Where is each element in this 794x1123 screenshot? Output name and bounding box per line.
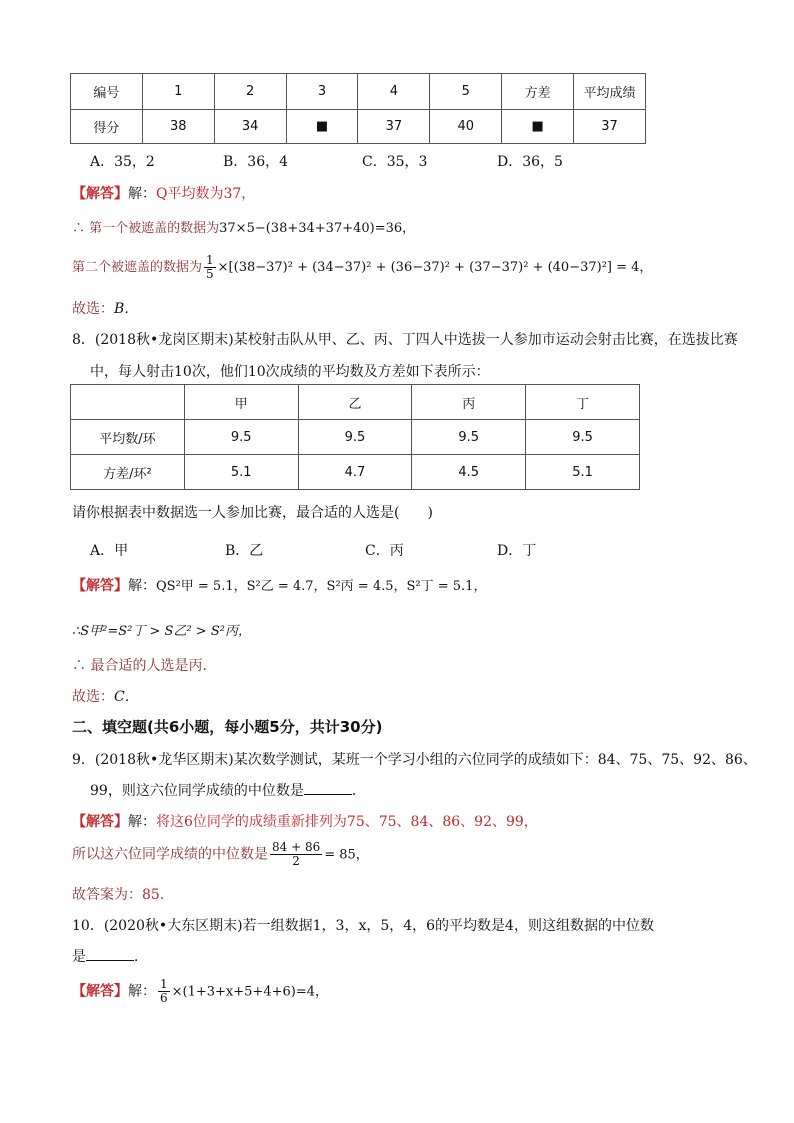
q8-answer-line2: ∴S甲²=S²丁 > S乙² > S²丙， — [72, 624, 251, 639]
choice-value: B． — [114, 301, 139, 317]
q7-option-c: C．35，3 — [362, 154, 428, 170]
fraction — [270, 841, 322, 868]
q7-answer-line2 — [72, 217, 415, 236]
q8-choice-line — [72, 686, 139, 706]
frac-num: 84 + 86 — [272, 840, 321, 854]
shooting-table — [70, 384, 640, 490]
frac-num: 1 — [206, 253, 214, 267]
q10-stem-line1: 10．(2020秋•大东区期末)若一组数据1，3，x，5，4，6的平均数是4，则这组数据的中位数 — [72, 918, 654, 934]
table1-header-cell: 平均成绩 — [574, 74, 646, 110]
q8-option-b: B．乙 — [225, 543, 264, 559]
table2-cell: 4.5 — [412, 455, 526, 490]
answer-tag: 【解答】 — [72, 983, 128, 1000]
q7-choice-line — [72, 298, 138, 318]
table2-cell: 5.1 — [526, 455, 640, 490]
q9-stem-text: 99，则这六位同学成绩的中位数是 — [90, 783, 304, 799]
q7-line3-prefix: 第二个被遮盖的数据为 — [72, 260, 203, 275]
table1-header-cell: 方差 — [502, 74, 574, 110]
score-table — [70, 73, 646, 144]
table1-cell: 40 — [430, 110, 502, 144]
table1-cell: 37 — [574, 110, 646, 144]
table2-cell: 方差/环² — [71, 455, 185, 490]
answer-label: 故答案为： — [72, 887, 142, 903]
q9-line2-suffix: = 85， — [324, 847, 369, 863]
table1-header-cell: 1 — [142, 74, 214, 110]
table1-cell: 38 — [142, 110, 214, 144]
q8-stem-line1: 8．(2018秋•龙岗区期末)某校射击队从甲、乙、丙、丁四人中选拔一人参加市运动会射击比赛，在选拔比赛 — [72, 332, 738, 348]
q8-answer-line1 — [72, 575, 486, 595]
q10-answer-line1 — [72, 978, 328, 1005]
q8-option-c: C．丙 — [365, 543, 404, 559]
answer-jie: 解： — [128, 578, 156, 594]
table1-header-cell: 4 — [358, 74, 430, 110]
table2-cell: 4.7 — [298, 455, 412, 490]
table2-cell: 平均数/环 — [71, 420, 185, 455]
q9-answer-line3 — [72, 884, 174, 904]
q8-answer-text1: QS²甲 = 5.1，S²乙 = 4.7，S²丙 = 4.5，S²丁 = 5.1， — [156, 579, 487, 594]
q7-answer-line1 — [72, 183, 255, 203]
q9-answer-text1: 将这6位同学的成绩重新排列为75、75、84、86、92、99， — [156, 814, 538, 830]
table1-header-cell: 编号 — [71, 74, 143, 110]
q8-stem-line2: 中，每人射击10次，他们10次成绩的平均数及方差如下表所示： — [90, 364, 490, 380]
q8-question: 请你根据表中数据选一人参加比赛，最合适的人选是( ) — [72, 505, 433, 521]
q9-answer-line2 — [72, 841, 369, 868]
q9-answer-line1 — [72, 811, 538, 831]
q7-line3-expr: ×[(38−37)² + (34−37)² + (36−37)² + (37−37)² + (40−37)²] = 4， — [217, 260, 653, 275]
answer-tag: 【解答】 — [72, 186, 128, 202]
q10-answer-expr: ×(1+3+x+5+4+6)=4， — [171, 984, 328, 1000]
q8-option-d: D．丁 — [497, 543, 537, 559]
frac-den: 2 — [292, 854, 300, 868]
choice-label: 故选： — [72, 301, 114, 317]
table2-header-cell: 乙 — [298, 385, 412, 420]
frac-den: 6 — [160, 991, 168, 1005]
section-title: 二、填空题(共6小题，每小题5分，共计30分) — [72, 718, 383, 736]
answer-jie: 解： — [128, 186, 156, 202]
answer-tag: 【解答】 — [72, 814, 128, 830]
q10-stem-end: ． — [134, 949, 148, 965]
q10-stem-line2 — [72, 946, 148, 966]
q9-line2-prefix: 所以这六位同学成绩的中位数是 — [72, 846, 268, 863]
table2-header-cell: 丙 — [412, 385, 526, 420]
q10-stem-text: 是 — [72, 949, 86, 965]
table2-cell: 9.5 — [412, 420, 526, 455]
answer-value: 85． — [142, 887, 174, 903]
q7-line2-expr: 37×5−(38+34+37+40)=36， — [219, 221, 416, 236]
q7-option-d: D．36，5 — [497, 154, 563, 170]
table1-cell: ■ — [502, 110, 574, 144]
table2-cell: 5.1 — [184, 455, 298, 490]
q7-option-a: A．35，2 — [90, 154, 155, 170]
q7-option-b: B．36，4 — [223, 154, 289, 170]
table2-cell: 9.5 — [298, 420, 412, 455]
frac-den: 5 — [206, 267, 214, 281]
table1-cell: 37 — [358, 110, 430, 144]
q7-answer-line3 — [72, 254, 652, 281]
table1-header-cell: 5 — [430, 74, 502, 110]
q8-answer-line3: ∴ 最合适的人选是丙． — [72, 658, 217, 674]
answer-jie: 解： — [128, 814, 156, 830]
q9-stem-line2 — [90, 780, 366, 800]
table1-cell: 得分 — [71, 110, 143, 144]
table2-cell: 9.5 — [526, 420, 640, 455]
choice-label: 故选： — [72, 689, 114, 705]
answer-blank — [304, 780, 352, 795]
table2-header-cell: 甲 — [184, 385, 298, 420]
fraction — [204, 254, 216, 281]
q9-stem-line1: 9．(2018秋•龙华区期末)某次数学测试，某班一个学习小组的六位同学的成绩如下：84、75、75、92、86、 — [72, 752, 757, 768]
table1-cell: 34 — [214, 110, 286, 144]
choice-value: C． — [114, 689, 139, 705]
table1-header-cell: 2 — [214, 74, 286, 110]
q8-option-a: A．甲 — [90, 543, 129, 559]
q7-line2-prefix: ∴ 第一个被遮盖的数据为 — [72, 221, 220, 236]
table2-header-cell: 丁 — [526, 385, 640, 420]
answer-tag: 【解答】 — [72, 578, 128, 594]
table1-cell: ■ — [286, 110, 358, 144]
table2-header-cell — [71, 385, 185, 420]
table1-header-cell: 3 — [286, 74, 358, 110]
fraction — [158, 978, 170, 1005]
answer-jie: 解： — [128, 983, 156, 1000]
q9-stem-end: ． — [351, 783, 366, 799]
table2-cell: 9.5 — [184, 420, 298, 455]
frac-num: 1 — [160, 977, 168, 991]
q7-answer-text1: Q平均数为37， — [156, 186, 256, 202]
answer-blank — [86, 946, 134, 961]
